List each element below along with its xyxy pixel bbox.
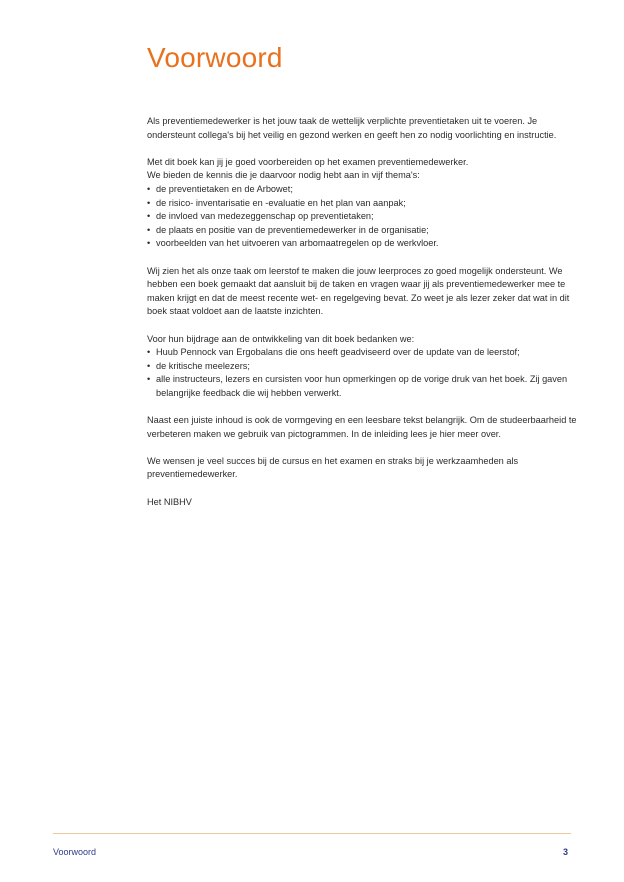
- page-title: Voorwoord: [147, 42, 283, 73]
- body-text: [147, 115, 577, 523]
- list-item: • de plaats en positie van de preventiemedewerker in de organisatie;: [147, 224, 577, 238]
- paragraph-line: Met dit boek kan jij je goed voorbereiden op het examen preventiemedewerker.: [147, 156, 469, 167]
- signature: Het NIBHV: [147, 496, 192, 507]
- paragraph-wishes: We wensen je veel succes bij de cursus en het examen en straks bij je werkzaamheden als preventiemedewerker.: [147, 455, 519, 480]
- list-item: • de invloed van medezeggenschap op preventietaken;: [147, 210, 577, 224]
- paragraph-thanks-intro: Voor hun bijdrage aan de ontwikkeling van dit boek bedanken we:: [147, 333, 415, 344]
- themes-list: [147, 183, 577, 251]
- list-item: • de preventietaken en de Arbowet;: [147, 183, 577, 197]
- thanks-list: [147, 346, 577, 400]
- list-item: • de kritische meelezers;: [147, 360, 577, 374]
- list-item: • Huub Pennock van Ergobalans die ons heeft geadviseerd over de update van de leerstof;: [147, 346, 577, 360]
- paragraph-book-purpose: [147, 156, 577, 183]
- paragraph-learning: Wij zien het als onze taak om leerstof te maken die jouw leerproces zo goed mogelijk ondersteunt. We hebben een boek gemaakt dat aansluit bij de taken en vragen waar jij als preventiemedewerker mee te maken krijgt en dat de meest recente wet- en regelgeving bevat. Zo weet je als lezer zeker dat wat in dit boek staat voldoet aan de laatste inzichten.: [147, 265, 570, 317]
- paragraph-intro: Als preventiemedewerker is het jouw taak de wettelijk verplichte preventietaken uit te voeren. Je ondersteunt collega's bij het veilig en gezond werken en geeft hen zo nodig voorlichting en instructie.: [147, 116, 557, 140]
- footer-section-label: Voorwoord: [53, 847, 97, 857]
- paragraph-design: Naast een juiste inhoud is ook de vormgeving en een leesbare tekst belangrijk. Om de studeerbaarheid te verbeteren maken we gebruik van pictogrammen. In de inleiding lees je hier meer over.: [147, 415, 577, 439]
- footer-divider: [53, 833, 571, 834]
- list-item: • alle instructeurs, lezers en cursisten voor hun opmerkingen op de vorige druk van het boek. Zij gaven belangrijke feedback die wij hebben verwerkt.: [147, 373, 577, 400]
- paragraph-line: We bieden de kennis die je daarvoor nodig hebt aan in vijf thema's:: [147, 170, 420, 181]
- page-number: 3: [563, 847, 569, 857]
- list-item: • voorbeelden van het uitvoeren van arbomaatregelen op de werkvloer.: [147, 237, 577, 251]
- list-item: • de risico- inventarisatie en -evaluatie en het plan van aanpak;: [147, 197, 577, 211]
